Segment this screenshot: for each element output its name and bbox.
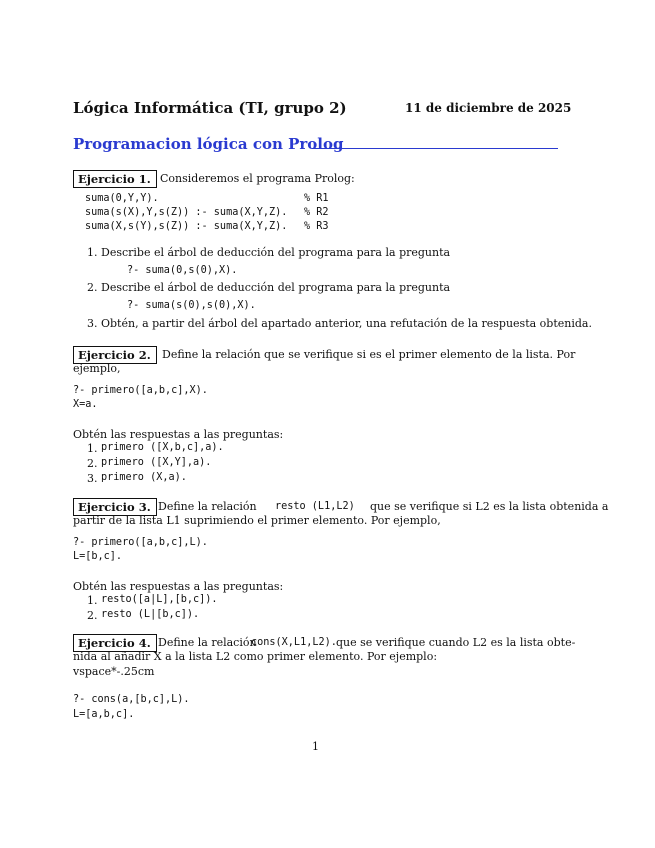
example-code: L=[b,c]. bbox=[73, 551, 123, 562]
list-number: 3. bbox=[87, 472, 98, 485]
example-code: L=[a,b,c]. bbox=[73, 709, 135, 720]
exercise-4-label: Ejercicio 4. bbox=[73, 634, 157, 652]
section-rule bbox=[312, 148, 558, 149]
exercise-3-intro-rest: que se verifique si L2 es la lista obtenida a bbox=[370, 500, 609, 513]
stray-latex-text: vspace*-.25cm bbox=[73, 665, 155, 678]
exercise-1-label: Ejercicio 1. bbox=[73, 170, 157, 188]
code-rule-label: % R1 bbox=[304, 193, 329, 204]
exercise-3-label: Ejercicio 3. bbox=[73, 498, 157, 516]
list-item-code: resto (L|[b,c]). bbox=[101, 609, 200, 620]
list-item-code: primero ([X,b,c],a). bbox=[101, 442, 224, 453]
list-item-code: primero ([X,Y],a). bbox=[101, 457, 212, 468]
list-item-text: Obtén, a partir del árbol del apartado anterior, una refutación de la respuesta obtenida. bbox=[101, 317, 592, 330]
example-code: X=a. bbox=[73, 399, 98, 410]
document-date: 11 de diciembre de 2025 bbox=[405, 101, 572, 115]
exercise-4-intro-rest: que se verifique cuando L2 es la lista obte- bbox=[336, 636, 576, 649]
list-item-code: primero (X,a). bbox=[101, 472, 187, 483]
query-code: ?- suma(s(0),s(0),X). bbox=[127, 300, 256, 311]
questions-intro: Obtén las respuestas a las preguntas: bbox=[73, 580, 284, 593]
exercise-1-intro: Consideremos el programa Prolog: bbox=[160, 172, 355, 185]
code-rule-label: % R3 bbox=[304, 221, 329, 232]
exercise-4-intro-cont: nida al añadir X a la lista L2 como primer elemento. Por ejemplo: bbox=[73, 650, 438, 663]
list-item-text: Describe el árbol de deducción del programa para la pregunta bbox=[101, 281, 451, 294]
example-code: ?- cons(a,[b,c],L). bbox=[73, 694, 190, 705]
exercise-4-intro: Define la relación bbox=[158, 636, 257, 649]
exercise-3-intro-cont: partir de la lista L1 suprimiendo el primer elemento. Por ejemplo, bbox=[73, 514, 441, 527]
code-rule-label: % R2 bbox=[304, 207, 329, 218]
code-line: suma(s(X),Y,s(Z)) :- suma(X,Y,Z). bbox=[85, 207, 288, 218]
section-title: Programacion lógica con Prolog bbox=[73, 135, 344, 153]
list-number: 1. bbox=[87, 594, 98, 607]
relation-code: resto (L1,L2) bbox=[275, 501, 355, 512]
list-number: 1. bbox=[87, 442, 98, 455]
relation-code: cons(X,L1,L2). bbox=[251, 637, 337, 648]
exercise-2-label: Ejercicio 2. bbox=[73, 346, 157, 364]
list-item-text: Describe el árbol de deducción del programa para la pregunta bbox=[101, 246, 451, 259]
questions-intro: Obtén las respuestas a las preguntas: bbox=[73, 428, 284, 441]
exercise-3-intro: Define la relación bbox=[158, 500, 257, 513]
code-line: suma(X,s(Y),s(Z)) :- suma(X,Y,Z). bbox=[85, 221, 288, 232]
example-code: ?- primero([a,b,c],X). bbox=[73, 385, 208, 396]
list-number: 2. bbox=[87, 609, 98, 622]
document-title: Lógica Informática (TI, grupo 2) bbox=[73, 99, 347, 117]
list-number: 3. bbox=[87, 317, 98, 330]
code-line: suma(0,Y,Y). bbox=[85, 193, 159, 204]
example-code: ?- primero([a,b,c],L). bbox=[73, 537, 208, 548]
list-item-code: resto([a|L],[b,c]). bbox=[101, 594, 218, 605]
exercise-2-intro: Define la relación que se verifique si es el primer elemento de la lista. Por bbox=[162, 348, 576, 361]
list-number: 2. bbox=[87, 281, 98, 294]
exercise-2-intro-cont: ejemplo, bbox=[73, 362, 121, 375]
list-number: 1. bbox=[87, 246, 98, 259]
query-code: ?- suma(0,s(0),X). bbox=[127, 265, 238, 276]
page-number: 1 bbox=[312, 740, 319, 753]
list-number: 2. bbox=[87, 457, 98, 470]
